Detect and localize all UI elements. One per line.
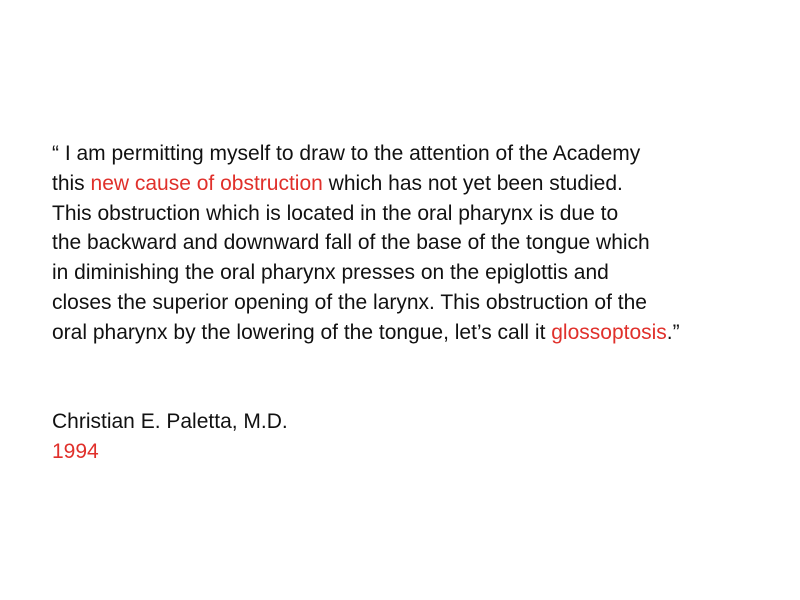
highlight-glossoptosis: glossoptosis <box>551 320 667 344</box>
quote-block <box>52 139 792 348</box>
quote-line-5: in diminishing the oral pharynx presses on the epiglottis and <box>52 261 609 285</box>
quote-line-7-end: .” <box>666 320 680 344</box>
quote-line-2 <box>52 169 792 199</box>
quote-line-2-start: this <box>52 171 91 195</box>
quote-line-1: “ I am permitting myself to draw to the attention of the Academy <box>52 142 641 165</box>
quote-line-6: closes the superior opening of the larynx. This obstruction of the <box>52 290 647 314</box>
quote-line-3: This obstruction which is located in the oral pharynx is due to <box>52 201 619 225</box>
quote-line-2-end: which has not yet been studied. <box>322 171 623 195</box>
attribution-author: Christian E. Paletta, M.D. <box>52 410 288 433</box>
quote-line-7-start: oral pharynx by the lowering of the tongue, let’s call it <box>52 320 552 344</box>
quote-line-7 <box>52 318 792 348</box>
quote-line-4: the backward and downward fall of the base of the tongue which <box>52 231 650 255</box>
attribution-year: 1994 <box>52 440 99 463</box>
highlight-new-cause: new cause of obstruction <box>90 171 323 195</box>
